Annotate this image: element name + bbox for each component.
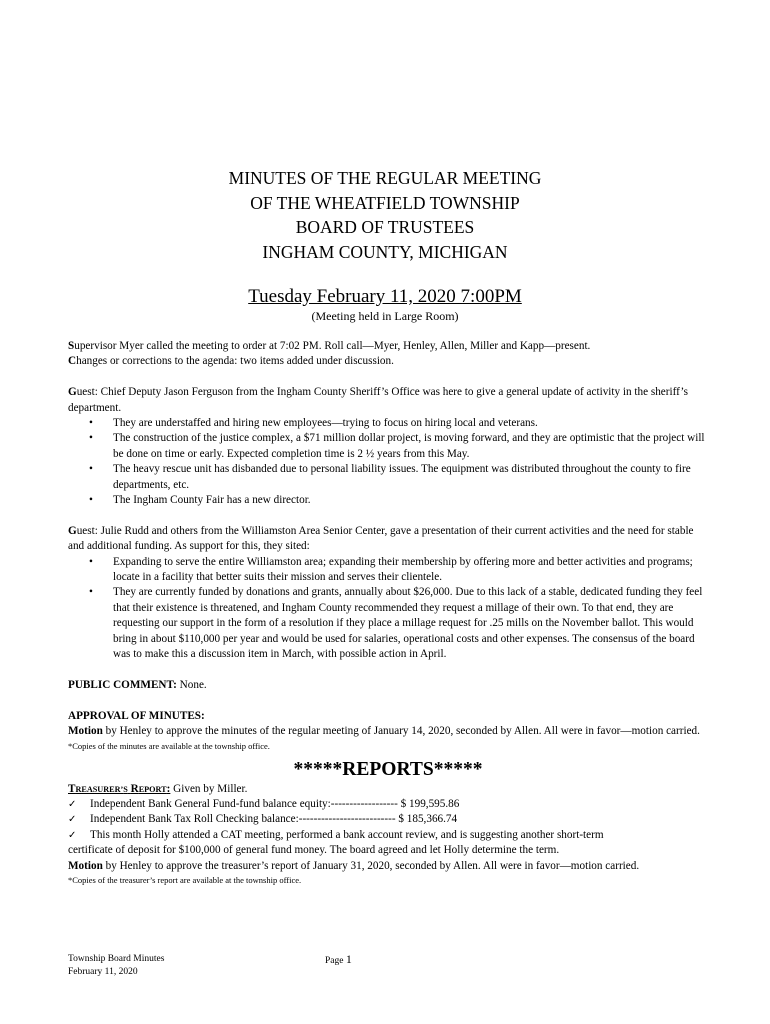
guest-sheriff: [68, 385, 708, 416]
public-comment-value: None.: [176, 678, 207, 691]
treasurer-motion-label: Motion: [68, 859, 103, 872]
approval-motion: [68, 724, 708, 739]
list-item: • They are currently funded by donations and grants, annually about $26,000. Due to this lack of a stable, dedicated funding they feel that their existence is threatened, and Ingham County recommended they request a millage of their own. To that end, they are requesting our support in the form of a resolution if they place a millage request for .25 mills on the November ballot. This would bring in about $110,000 per year and would be used for salaries, operational costs and other expenses. The consensus of the board was to make this a discussion item in March, with possible action in April.: [68, 585, 708, 662]
approval-motion-text: by Henley to approve the minutes of the regular meeting of January 14, 2020, seconded by Allen. All were in favor—motion carried.: [102, 725, 700, 738]
call-initial: S: [68, 340, 75, 352]
list-item: • The construction of the justice complex, a $71 million dollar project, is moving forward, and they are optimistic that the project will be done on time or early. Expected completion time is 2 ½ years from this May.: [68, 431, 708, 462]
list-item: ✓ This month Holly attended a CAT meeting, performed a bank account review, and is suggesting another short-term: [68, 828, 708, 843]
list-item: • The heavy rescue unit has disbanded due to personal liability issues. The equipment was distributed throughout the county to fire departments, etc.: [68, 462, 708, 493]
treasurer-cat-cont: certificate of deposit for $100,000 of general fund money. The board agreed and let Holly determine the term.: [68, 844, 560, 857]
footer-info: [68, 953, 164, 979]
footer-date: February 11, 2020: [68, 967, 138, 977]
treasurer-motion: [68, 859, 708, 874]
treasurer-given: Given by Miller.: [170, 782, 248, 795]
approval-motion-label: Motion: [68, 725, 103, 738]
approval-note: *Copies of the minutes are available at the township office.: [68, 740, 270, 751]
treasurer-list: [68, 797, 708, 843]
title-line-1: MINUTES OF THE REGULAR MEETING: [228, 168, 542, 188]
guest-sheriff-list: [68, 416, 708, 508]
document-title: [0, 166, 770, 264]
public-comment: [68, 678, 708, 693]
treasurer-label: TREASURER’S REPORT:: [68, 782, 171, 795]
page-number-value: 1: [345, 952, 352, 966]
public-comment-label: PUBLIC COMMENT:: [68, 678, 177, 691]
treasurer-note: *Copies of the treasurer’s report are available at the township office.: [68, 874, 302, 885]
list-item: • The Ingham County Fair has a new director.: [68, 493, 708, 508]
guest1-text: uest: Chief Deputy Jason Ferguson from the Ingham County Sheriff’s Office was here to give a general update of activity in the sheriff’s department.: [68, 386, 688, 414]
treasurer-report: [68, 782, 708, 797]
guest-senior-center-list: [68, 555, 708, 663]
guest2-initial: G: [68, 524, 77, 537]
list-item: • They are understaffed and hiring new employees—trying to focus on hiring local and veterans.: [68, 416, 708, 431]
title-line-3: BOARD OF TRUSTEES: [295, 217, 475, 237]
meeting-location: (Meeting held in Large Room): [311, 309, 459, 323]
footer-title: Township Board Minutes: [68, 954, 165, 964]
treasurer-motion-text: by Henley to approve the treasurer’s report of January 31, 2020, seconded by Allen. All were in favor—motion carried.: [102, 859, 640, 872]
approval-heading-text: APPROVAL OF MINUTES:: [68, 709, 205, 722]
approval-heading: [68, 709, 708, 724]
page-number: [325, 953, 352, 968]
guest-senior-center: [68, 524, 708, 555]
guest2-text: uest: Julie Rudd and others from the Williamston Area Senior Center, gave a presentation of their current activities and the need for stable and additional funding. As support for this, they sited:: [68, 524, 694, 553]
list-item: • Expanding to serve the entire Williamston area; expanding their membership by offering more and better activities and programs; locate in a facility that better suits their mission and serves their clientele.: [68, 555, 708, 586]
guest1-initial: G: [68, 386, 77, 399]
changes-initial: C: [68, 355, 77, 368]
agenda-changes: [68, 354, 708, 369]
page-label: Page: [325, 956, 346, 966]
title-line-4: INGHAM COUNTY, MICHIGAN: [262, 241, 508, 262]
title-line-2: OF THE WHEATFIELD TOWNSHIP: [250, 192, 520, 213]
minutes-body: [68, 339, 708, 886]
call-to-order: [68, 339, 708, 354]
call-text: upervisor Myer called the meeting to order at 7:02 PM. Roll call—Myer, Henley, Allen, Miller and Kapp—present.: [74, 340, 591, 352]
list-item: ✓ Independent Bank General Fund-fund balance equity:------------------ $ 199,595.86: [68, 797, 708, 812]
changes-text: hanges or corrections to the agenda: two items added under discussion.: [76, 355, 394, 368]
meeting-date: Tuesday February 11, 2020 7:00PM: [248, 286, 522, 307]
list-item: ✓ Independent Bank Tax Roll Checking balance:-------------------------- $ 185,366.74: [68, 812, 708, 827]
reports-heading: *****REPORTS*****: [293, 758, 483, 780]
